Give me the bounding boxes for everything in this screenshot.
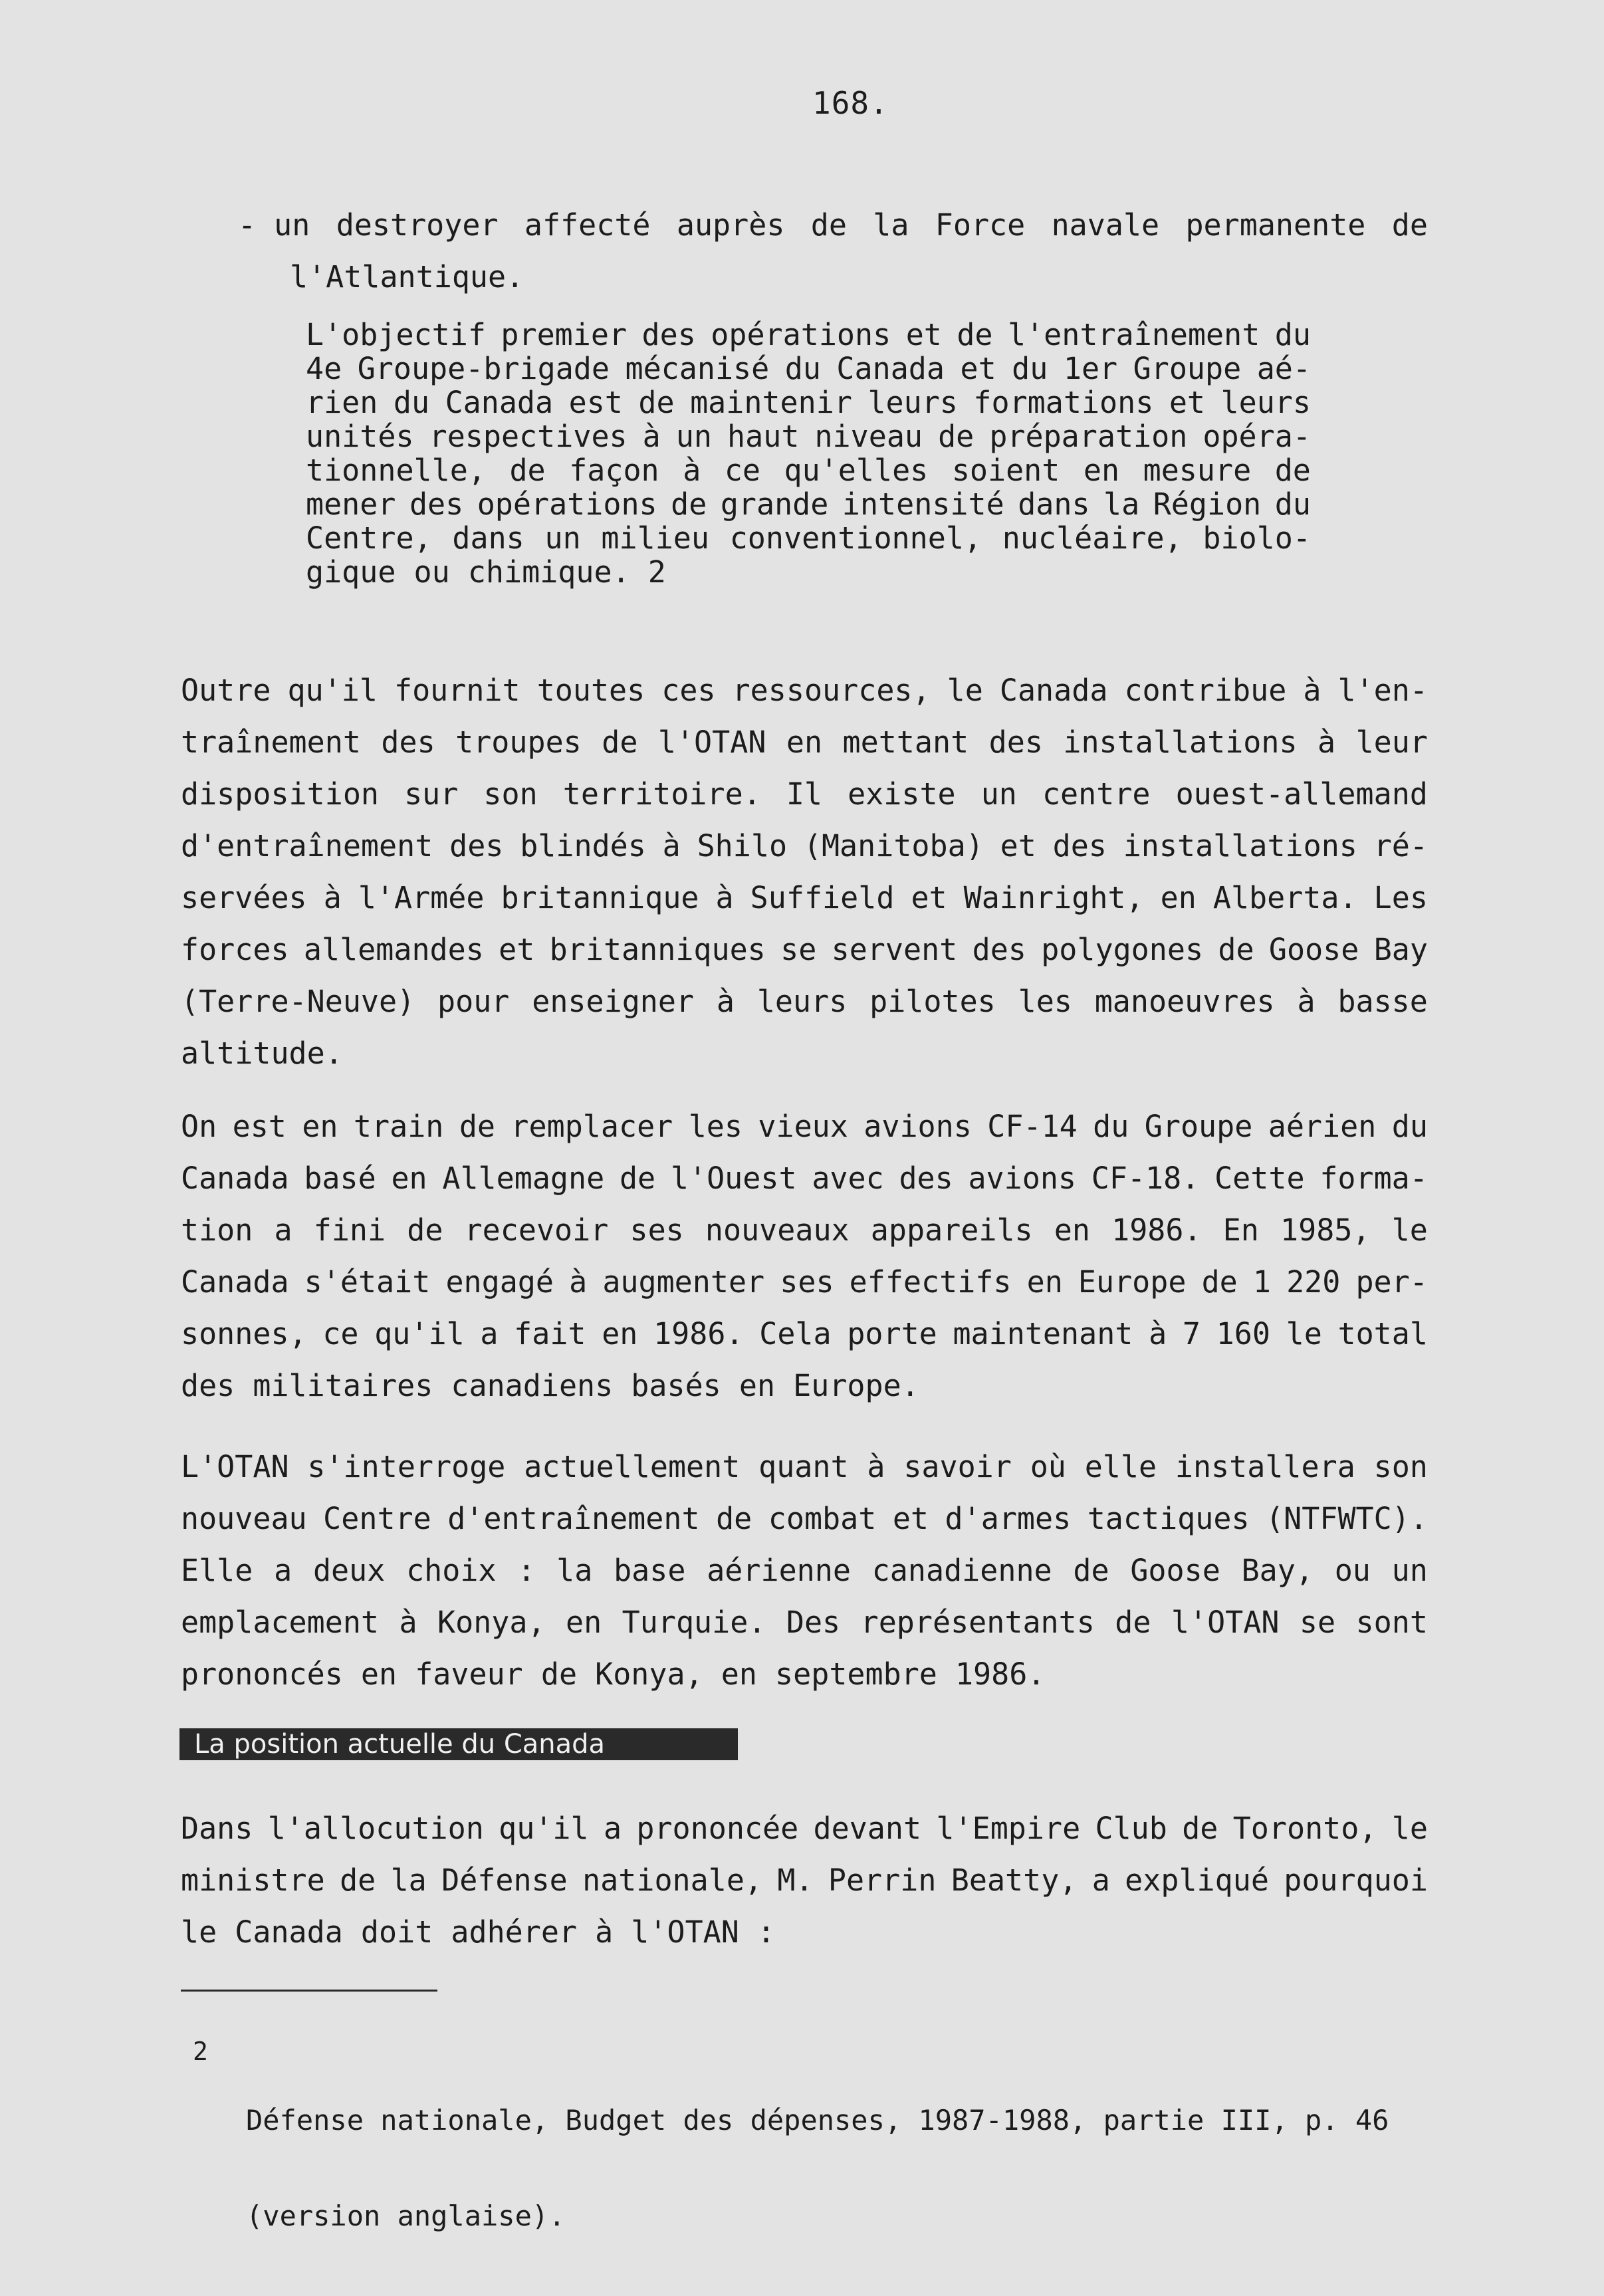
quote-line: tionnelle, de façon à ce qu'elles soient en mesure de — [306, 453, 1311, 488]
quote-line: unités respectives à un haut niveau de préparation opéra- — [306, 419, 1311, 454]
quote-line: Centre, dans un milieu conventionnel, nucléaire, biolo- — [306, 520, 1311, 556]
page-number: 168. — [812, 85, 889, 121]
footnote-line: (version anglaise). — [246, 2200, 566, 2232]
paragraph-aircraft — [181, 1101, 1428, 1412]
paragraph-line: Elle a deux choix : la base aérienne canadienne de Goose Bay, ou un — [181, 1553, 1428, 1588]
paragraph-line: Canada s'était engagé à augmenter ses effectifs en Europe de 1 220 per- — [181, 1264, 1428, 1300]
paragraph-line: ministre de la Défense nationale, M. Perrin Beatty, a expliqué pourquoi — [181, 1863, 1428, 1898]
paragraph-line: Dans l'allocution qu'il a prononcée devant l'Empire Club de Toronto, le — [181, 1811, 1428, 1846]
paragraph-line: servées à l'Armée britannique à Suffield et Wainright, en Alberta. Les — [181, 880, 1428, 915]
paragraph-line: nouveau Centre d'entraînement de combat et d'armes tactiques (NTFWTC). — [181, 1501, 1428, 1536]
quote-line: gique ou chimique. 2 — [306, 554, 666, 590]
quote-line: L'objectif premier des opérations et de l'entraînement du — [306, 317, 1311, 352]
paragraph-line: emplacement à Konya, en Turquie. Des représentants de l'OTAN se sont — [181, 1605, 1428, 1640]
paragraph-line: sonnes, ce qu'il a fait en 1986. Cela porte maintenant à 7 160 le total — [181, 1316, 1428, 1351]
paragraph-speech — [181, 1803, 1428, 1958]
paragraph-line: prononcés en faveur de Konya, en septembre 1986. — [181, 1657, 1046, 1692]
quote-line: mener des opérations de grande intensité dans la Région du — [306, 487, 1311, 522]
paragraph-line: tion a fini de recevoir ses nouveaux appareils en 1986. En 1985, le — [181, 1212, 1428, 1248]
paragraph-line: d'entraînement des blindés à Shilo (Manitoba) et des installations ré- — [181, 828, 1428, 863]
paragraph-line: traînement des troupes de l'OTAN en mettant des installations à leur — [181, 725, 1428, 760]
paragraph-line: On est en train de remplacer les vieux avions CF-14 du Groupe aérien du — [181, 1109, 1428, 1144]
bullet-line-1: - un destroyer affecté auprès de la Force navale permanente de — [238, 207, 1428, 243]
paragraph-line: Outre qu'il fournit toutes ces ressources, le Canada contribue à l'en- — [181, 673, 1428, 708]
footnote-text — [246, 2041, 1482, 2296]
paragraph-line: L'OTAN s'interroge actuellement quant à savoir où elle installera son — [181, 1449, 1428, 1484]
footnote-marker: 2 — [193, 2037, 208, 2066]
section-heading: La position actuelle du Canada — [179, 1728, 738, 1760]
paragraph-line: disposition sur son territoire. Il existe un centre ouest-allemand — [181, 776, 1428, 812]
quote-line: rien du Canada est de maintenir leurs formations et leurs — [306, 385, 1311, 420]
footnote-line: Défense nationale, Budget des dépenses, 1987-1988, partie III, p. 46 — [246, 2104, 1389, 2136]
paragraph-ntfwtc — [181, 1441, 1428, 1700]
paragraph-line: Canada basé en Allemagne de l'Ouest avec des avions CF-18. Cette forma- — [181, 1161, 1428, 1196]
bullet-line-2: l'Atlantique. — [290, 259, 524, 294]
paragraph-line: forces allemandes et britanniques se servent des polygones de Goose Bay — [181, 932, 1428, 967]
paragraph-line: des militaires canadiens basés en Europe. — [181, 1368, 919, 1403]
paragraph-line: le Canada doit adhérer à l'OTAN : — [181, 1914, 776, 1950]
block-quote — [306, 318, 1311, 589]
paragraph-line: (Terre-Neuve) pour enseigner à leurs pilotes les manoeuvres à basse — [181, 984, 1428, 1019]
quote-line: 4e Groupe-brigade mécanisé du Canada et du 1er Groupe aé- — [306, 351, 1311, 386]
paragraph-line: altitude. — [181, 1036, 343, 1071]
paragraph-training — [181, 665, 1428, 1080]
bullet-item — [238, 199, 1428, 303]
footnote-separator — [181, 1990, 437, 1992]
